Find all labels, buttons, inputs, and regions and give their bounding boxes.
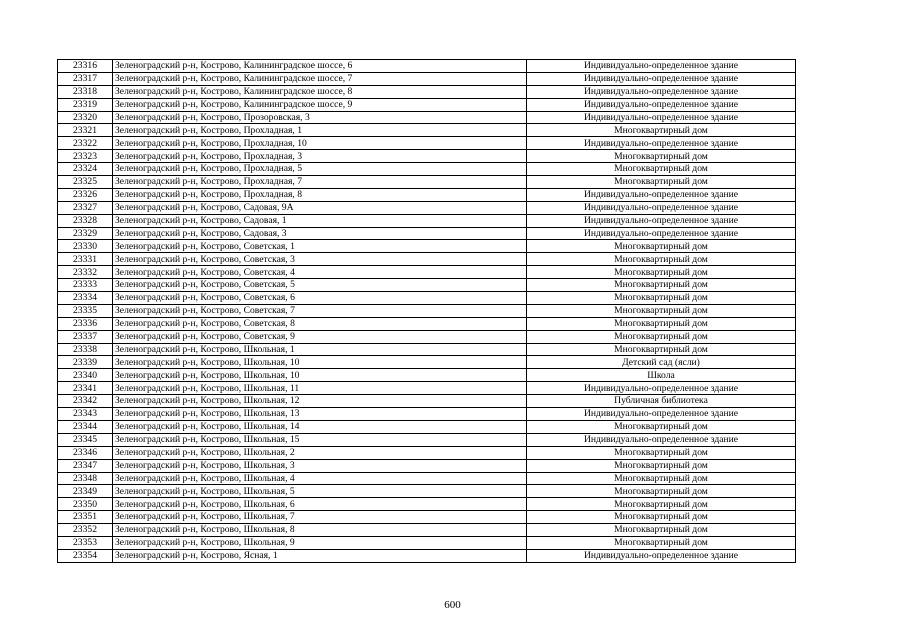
table-row xyxy=(58,433,796,446)
building-type-cell: Многоквартирный дом xyxy=(527,420,796,433)
table-row xyxy=(58,304,796,317)
address-cell: Зеленоградский р-н, Кострово, Калининградское шоссе, 6 xyxy=(113,60,527,73)
row-number-cell: 23325 xyxy=(58,176,113,189)
table-row xyxy=(58,356,796,369)
table-row xyxy=(58,72,796,85)
row-number-cell: 23345 xyxy=(58,433,113,446)
row-number-cell: 23347 xyxy=(58,459,113,472)
table-row xyxy=(58,524,796,537)
address-cell: Зеленоградский р-н, Кострово, Прохладная, 7 xyxy=(113,176,527,189)
building-type-cell: Индивидуально-определенное здание xyxy=(527,408,796,421)
building-type-cell: Индивидуально-определенное здание xyxy=(527,60,796,73)
row-number-cell: 23349 xyxy=(58,485,113,498)
building-type-cell: Индивидуально-определенное здание xyxy=(527,214,796,227)
address-cell: Зеленоградский р-н, Кострово, Советская, 7 xyxy=(113,304,527,317)
address-cell: Зеленоградский р-н, Кострово, Советская, 8 xyxy=(113,317,527,330)
row-number-cell: 23351 xyxy=(58,511,113,524)
building-type-cell: Многоквартирный дом xyxy=(527,304,796,317)
building-type-cell: Многоквартирный дом xyxy=(527,279,796,292)
row-number-cell: 23352 xyxy=(58,524,113,537)
building-type-cell: Индивидуально-определенное здание xyxy=(527,137,796,150)
building-type-cell: Многоквартирный дом xyxy=(527,446,796,459)
row-number-cell: 23344 xyxy=(58,420,113,433)
address-cell: Зеленоградский р-н, Кострово, Школьная, 9 xyxy=(113,536,527,549)
row-number-cell: 23339 xyxy=(58,356,113,369)
table-row xyxy=(58,459,796,472)
table-row xyxy=(58,60,796,73)
row-number-cell: 23353 xyxy=(58,536,113,549)
row-number-cell: 23346 xyxy=(58,446,113,459)
row-number-cell: 23341 xyxy=(58,382,113,395)
building-type-cell: Многоквартирный дом xyxy=(527,317,796,330)
address-cell: Зеленоградский р-н, Кострово, Калининградское шоссе, 7 xyxy=(113,72,527,85)
row-number-cell: 23331 xyxy=(58,253,113,266)
building-type-cell: Индивидуально-определенное здание xyxy=(527,201,796,214)
address-cell: Зеленоградский р-н, Кострово, Школьная, 11 xyxy=(113,382,527,395)
row-number-cell: 23319 xyxy=(58,98,113,111)
table-row xyxy=(58,395,796,408)
building-type-cell: Многоквартирный дом xyxy=(527,240,796,253)
row-number-cell: 23337 xyxy=(58,330,113,343)
building-type-cell: Индивидуально-определенное здание xyxy=(527,85,796,98)
address-cell: Зеленоградский р-н, Кострово, Садовая, 1 xyxy=(113,214,527,227)
address-cell: Зеленоградский р-н, Кострово, Советская, 5 xyxy=(113,279,527,292)
address-cell: Зеленоградский р-н, Кострово, Школьная, 8 xyxy=(113,524,527,537)
building-type-cell: Многоквартирный дом xyxy=(527,292,796,305)
row-number-cell: 23320 xyxy=(58,111,113,124)
address-cell: Зеленоградский р-н, Кострово, Школьная, 14 xyxy=(113,420,527,433)
table-row xyxy=(58,369,796,382)
building-type-cell: Многоквартирный дом xyxy=(527,524,796,537)
table-row xyxy=(58,124,796,137)
building-type-cell: Индивидуально-определенное здание xyxy=(527,382,796,395)
row-number-cell: 23323 xyxy=(58,150,113,163)
building-type-cell: Многоквартирный дом xyxy=(527,472,796,485)
registry-table-body xyxy=(58,60,796,563)
building-type-cell: Школа xyxy=(527,369,796,382)
address-cell: Зеленоградский р-н, Кострово, Школьная, 7 xyxy=(113,511,527,524)
table-row xyxy=(58,85,796,98)
table-row xyxy=(58,150,796,163)
building-type-cell: Индивидуально-определенное здание xyxy=(527,111,796,124)
table-row xyxy=(58,511,796,524)
table-row xyxy=(58,382,796,395)
row-number-cell: 23318 xyxy=(58,85,113,98)
address-cell: Зеленоградский р-н, Кострово, Школьная, 4 xyxy=(113,472,527,485)
building-type-cell: Индивидуально-определенное здание xyxy=(527,72,796,85)
table-row xyxy=(58,163,796,176)
row-number-cell: 23333 xyxy=(58,279,113,292)
row-number-cell: 23348 xyxy=(58,472,113,485)
building-type-cell: Многоквартирный дом xyxy=(527,124,796,137)
row-number-cell: 23332 xyxy=(58,266,113,279)
table-row xyxy=(58,266,796,279)
building-type-cell: Индивидуально-определенное здание xyxy=(527,227,796,240)
building-type-cell: Многоквартирный дом xyxy=(527,330,796,343)
building-type-cell: Многоквартирный дом xyxy=(527,176,796,189)
table-row xyxy=(58,472,796,485)
building-type-cell: Многоквартирный дом xyxy=(527,536,796,549)
row-number-cell: 23342 xyxy=(58,395,113,408)
building-type-cell: Детский сад (ясли) xyxy=(527,356,796,369)
address-cell: Зеленоградский р-н, Кострово, Школьная, 12 xyxy=(113,395,527,408)
table-row xyxy=(58,330,796,343)
building-type-cell: Многоквартирный дом xyxy=(527,266,796,279)
building-type-cell: Публичная библиотека xyxy=(527,395,796,408)
address-cell: Зеленоградский р-н, Кострово, Школьная, 10 xyxy=(113,369,527,382)
row-number-cell: 23321 xyxy=(58,124,113,137)
building-type-cell: Многоквартирный дом xyxy=(527,498,796,511)
building-type-cell: Многоквартирный дом xyxy=(527,253,796,266)
page-number: 600 xyxy=(444,599,461,611)
address-cell: Зеленоградский р-н, Кострово, Прохладная, 10 xyxy=(113,137,527,150)
address-cell: Зеленоградский р-н, Кострово, Школьная, 3 xyxy=(113,459,527,472)
row-number-cell: 23336 xyxy=(58,317,113,330)
address-cell: Зеленоградский р-н, Кострово, Прохладная, 3 xyxy=(113,150,527,163)
address-cell: Зеленоградский р-н, Кострово, Ясная, 1 xyxy=(113,549,527,562)
address-cell: Зеленоградский р-н, Кострово, Школьная, 2 xyxy=(113,446,527,459)
address-cell: Зеленоградский р-н, Кострово, Советская, 1 xyxy=(113,240,527,253)
address-cell: Зеленоградский р-н, Кострово, Прохладная, 1 xyxy=(113,124,527,137)
address-cell: Зеленоградский р-н, Кострово, Прозоровская, 3 xyxy=(113,111,527,124)
address-cell: Зеленоградский р-н, Кострово, Советская, 4 xyxy=(113,266,527,279)
row-number-cell: 23317 xyxy=(58,72,113,85)
table-row xyxy=(58,253,796,266)
row-number-cell: 23328 xyxy=(58,214,113,227)
row-number-cell: 23329 xyxy=(58,227,113,240)
address-cell: Зеленоградский р-н, Кострово, Калининградское шоссе, 9 xyxy=(113,98,527,111)
table-row xyxy=(58,111,796,124)
table-row xyxy=(58,485,796,498)
row-number-cell: 23316 xyxy=(58,60,113,73)
row-number-cell: 23338 xyxy=(58,343,113,356)
table-row xyxy=(58,549,796,562)
table-row xyxy=(58,137,796,150)
address-cell: Зеленоградский р-н, Кострово, Школьная, 13 xyxy=(113,408,527,421)
row-number-cell: 23322 xyxy=(58,137,113,150)
table-row xyxy=(58,227,796,240)
address-cell: Зеленоградский р-н, Кострово, Калининградское шоссе, 8 xyxy=(113,85,527,98)
address-cell: Зеленоградский р-н, Кострово, Прохладная, 5 xyxy=(113,163,527,176)
table-row xyxy=(58,317,796,330)
row-number-cell: 23340 xyxy=(58,369,113,382)
row-number-cell: 23354 xyxy=(58,549,113,562)
table-row xyxy=(58,176,796,189)
building-type-cell: Индивидуально-определенное здание xyxy=(527,549,796,562)
building-type-cell: Многоквартирный дом xyxy=(527,459,796,472)
address-cell: Зеленоградский р-н, Кострово, Садовая, 9А xyxy=(113,201,527,214)
address-cell: Зеленоградский р-н, Кострово, Школьная, 5 xyxy=(113,485,527,498)
building-type-cell: Многоквартирный дом xyxy=(527,485,796,498)
table-row xyxy=(58,420,796,433)
address-cell: Зеленоградский р-н, Кострово, Советская, 6 xyxy=(113,292,527,305)
address-cell: Зеленоградский р-н, Кострово, Садовая, 3 xyxy=(113,227,527,240)
table-row xyxy=(58,214,796,227)
table-row xyxy=(58,292,796,305)
row-number-cell: 23327 xyxy=(58,201,113,214)
address-cell: Зеленоградский р-н, Кострово, Советская, 3 xyxy=(113,253,527,266)
building-type-cell: Индивидуально-определенное здание xyxy=(527,188,796,201)
address-cell: Зеленоградский р-н, Кострово, Прохладная, 8 xyxy=(113,188,527,201)
row-number-cell: 23326 xyxy=(58,188,113,201)
building-type-cell: Многоквартирный дом xyxy=(527,163,796,176)
table-row xyxy=(58,201,796,214)
building-type-cell: Многоквартирный дом xyxy=(527,150,796,163)
address-cell: Зеленоградский р-н, Кострово, Школьная, 10 xyxy=(113,356,527,369)
table-row xyxy=(58,446,796,459)
table-row xyxy=(58,343,796,356)
row-number-cell: 23324 xyxy=(58,163,113,176)
address-cell: Зеленоградский р-н, Кострово, Школьная, 6 xyxy=(113,498,527,511)
row-number-cell: 23350 xyxy=(58,498,113,511)
address-cell: Зеленоградский р-н, Кострово, Школьная, 15 xyxy=(113,433,527,446)
building-type-cell: Многоквартирный дом xyxy=(527,511,796,524)
building-type-cell: Многоквартирный дом xyxy=(527,343,796,356)
building-type-cell: Индивидуально-определенное здание xyxy=(527,98,796,111)
table-row xyxy=(58,408,796,421)
row-number-cell: 23330 xyxy=(58,240,113,253)
table-row xyxy=(58,498,796,511)
building-type-cell: Индивидуально-определенное здание xyxy=(527,433,796,446)
table-row xyxy=(58,536,796,549)
table-row xyxy=(58,188,796,201)
row-number-cell: 23343 xyxy=(58,408,113,421)
table-row xyxy=(58,279,796,292)
address-cell: Зеленоградский р-н, Кострово, Школьная, 1 xyxy=(113,343,527,356)
table-row xyxy=(58,240,796,253)
address-cell: Зеленоградский р-н, Кострово, Советская, 9 xyxy=(113,330,527,343)
row-number-cell: 23335 xyxy=(58,304,113,317)
registry-table xyxy=(57,59,796,563)
row-number-cell: 23334 xyxy=(58,292,113,305)
table-row xyxy=(58,98,796,111)
